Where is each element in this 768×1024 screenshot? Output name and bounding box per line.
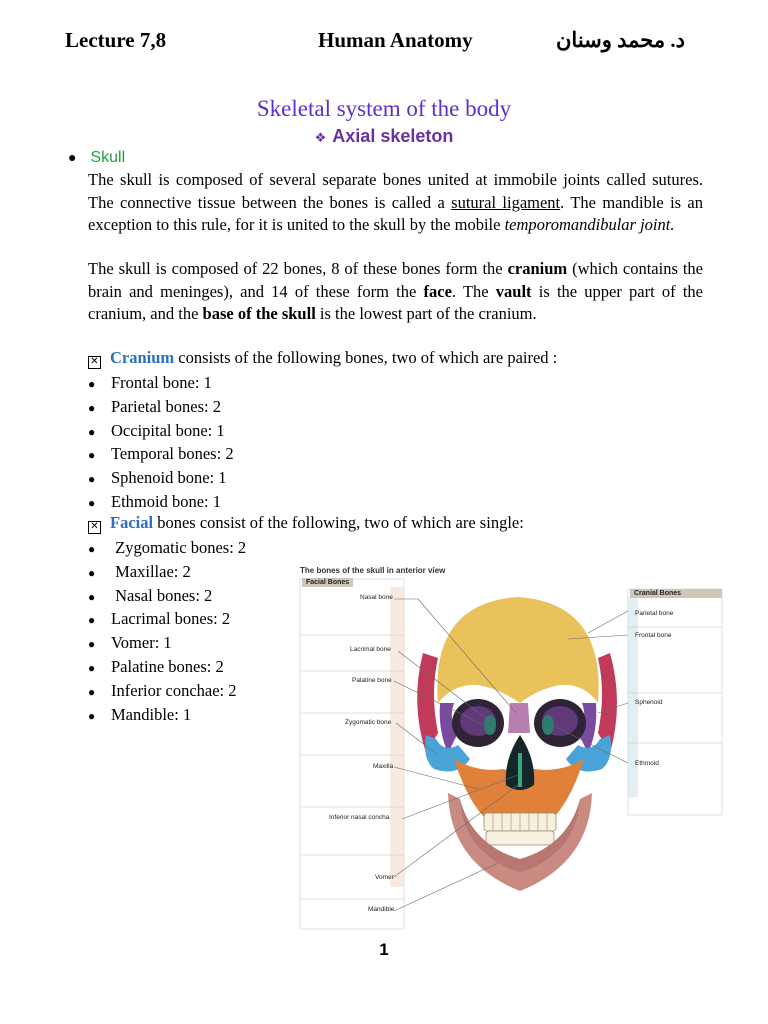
label-ethmoid: Ethmoid: [635, 760, 659, 767]
checkbox-x-icon: ✕: [88, 356, 101, 369]
facial-label: Facial: [110, 513, 154, 532]
skull-heading-text: Skull: [90, 149, 126, 166]
label-frontal-bone: Frontal bone: [635, 632, 672, 639]
p2-text-5: is the lowest part of the cranium.: [315, 304, 537, 324]
page-title: Skeletal system of the body: [256, 96, 512, 121]
tmj-term: temporomandibular joint.: [504, 215, 675, 235]
p2-text-2: (which contains the brain and meninges), and 14 of these form the: [88, 259, 704, 301]
list-item: ● Sphenoid bone: 1: [88, 466, 234, 490]
header-lecture: Lecture 7,8: [65, 28, 167, 52]
label-nasal-bone: Nasal bone: [360, 594, 393, 601]
list-item: ● Maxillae: 2: [88, 560, 246, 584]
cranium-intro: [88, 348, 557, 368]
p2-text-3: . The: [451, 281, 496, 301]
checkbox-x-icon: ✕: [88, 521, 101, 534]
bullet-icon: ●: [88, 660, 96, 675]
figure-caption: The bones of the skull in anterior view: [300, 566, 446, 575]
list-item: ● Temporal bones: 2: [88, 442, 234, 466]
p1-text-2: . The mandible is an exception to this rule, for it is united to the skull by the mobile: [88, 192, 703, 235]
face-term: face: [423, 281, 452, 301]
cranium-term: cranium: [507, 259, 568, 278]
facial-bones-list: [88, 536, 246, 726]
list-item: ● Ethmoid bone: 1: [88, 490, 234, 514]
bullet-icon: ●: [88, 495, 96, 510]
cranial-bones-list: [88, 371, 234, 514]
bullet-icon: ●: [88, 565, 96, 580]
label-sphenoid: Sphenoid: [635, 699, 663, 706]
section-heading-text: Axial skeleton: [332, 126, 454, 146]
skull-anterior-figure: [298, 563, 726, 933]
list-item: ● Frontal bone: 1: [88, 371, 234, 395]
facial-intro-text: bones consist of the following, two of which are single:: [153, 513, 524, 532]
diamond-bullet-icon: ❖: [314, 130, 327, 145]
label-parietal-bone: Parietal bone: [635, 610, 674, 617]
cranium-intro-text: consists of the following bones, two of which are paired :: [174, 348, 558, 367]
bullet-icon: ●: [88, 400, 96, 415]
bullet-icon: ●: [88, 542, 96, 556]
facial-bones-table-header: Facial Bones: [302, 578, 353, 587]
label-maxilla: Maxilla: [373, 763, 394, 770]
cranial-bones-table-header: Cranial Bones: [630, 589, 722, 598]
bullet-icon: ●: [88, 613, 96, 628]
skull-heading: [68, 149, 125, 167]
facial-intro: [88, 513, 524, 533]
list-item: ● Parietal bones: 2: [88, 395, 234, 419]
bullet-icon: ●: [88, 684, 96, 699]
label-lacrimal-bone: Lacrimal bone: [350, 646, 391, 653]
paragraph-sutures: [88, 169, 703, 237]
label-vomer: Vomer: [375, 874, 394, 881]
list-item: ● Vomer: 1: [88, 631, 246, 655]
header-course: Human Anatomy: [318, 28, 473, 52]
section-heading: [0, 126, 768, 147]
bullet-icon: ●: [88, 708, 96, 723]
p2-text-1: The skull is composed of 22 bones, 8 of these bones form the: [88, 259, 508, 278]
cranium-label: Cranium: [110, 348, 175, 367]
base-of-skull-term: base of the skull: [202, 304, 316, 324]
label-zygomatic-bone: Zygomatic bone: [345, 719, 392, 726]
list-item: ● Lacrimal bones: 2: [88, 607, 246, 631]
p2-text-4: is the upper part of the cranium, and the: [88, 281, 703, 324]
list-item: ● Nasal bones: 2: [88, 584, 246, 608]
bullet-icon: ●: [88, 448, 96, 463]
bullet-icon: ●: [68, 149, 77, 165]
label-palatine-bone: Palatine bone: [352, 677, 392, 684]
label-mandible: Mandible: [368, 906, 395, 913]
skull-illustration: [417, 597, 617, 891]
list-item: ● Zygomatic bones: 2: [88, 536, 246, 560]
header-author: د. محمد وسنان: [556, 28, 685, 52]
p1-text-1: The skull is composed of several separate bones united at immobile joints called sutures. The connective tissue between the bones is called a: [88, 170, 703, 212]
vault-term: vault: [495, 281, 532, 301]
page-number: 1: [379, 940, 389, 959]
bullet-icon: ●: [88, 377, 96, 391]
label-inferior-nasal-concha: Inferior nasal concha: [329, 814, 390, 821]
list-item: ● Mandible: 1: [88, 703, 246, 727]
sutural-ligament-term: sutural ligament: [451, 192, 561, 212]
list-item: ● Palatine bones: 2: [88, 655, 246, 679]
bullet-icon: ●: [88, 424, 96, 439]
list-item: ● Inferior conchae: 2: [88, 679, 246, 703]
bullet-icon: ●: [88, 472, 96, 487]
bullet-icon: ●: [88, 589, 96, 604]
list-item: ● Occipital bone: 1: [88, 419, 234, 443]
bullet-icon: ●: [88, 637, 96, 652]
paragraph-skull-composition: [88, 258, 703, 326]
